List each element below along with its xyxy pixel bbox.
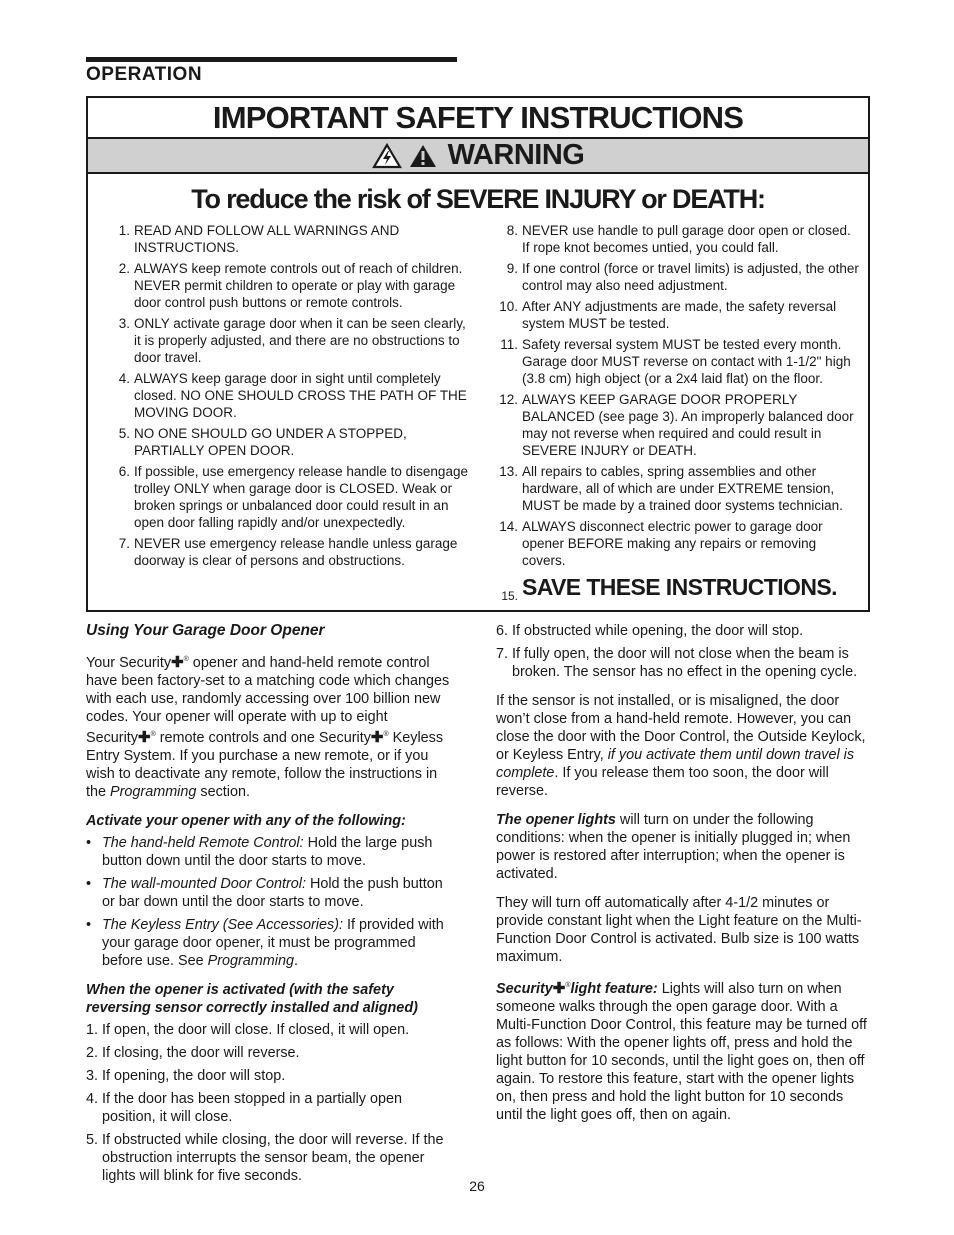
- step-item: 4. If the door has been stopped in a partially open position, it will close.: [86, 1090, 403, 1125]
- usage-heading: Using Your Garage Door Opener: [86, 622, 325, 639]
- warning-word: WARNING: [447, 139, 585, 171]
- warning-item: 4. ALWAYS keep garage door in sight until completely closed. NO ONE SHOULD CROSS THE PATH OF THE MOVING DOOR.: [118, 371, 467, 420]
- warning-item: 10. After ANY adjustments are made, the safety reversal system MUST be tested.: [499, 299, 837, 331]
- step-item: 3. If opening, the door will stop.: [86, 1067, 286, 1084]
- turn-off-paragraph: They will turn off automatically after 4-1/2 minutes or provide constant light when the Light feature on the Multi-Function Door Control is activated. Bulb size is 100 watts maximum.: [496, 895, 862, 965]
- bullet-item: • The wall-mounted Door Control: Hold the push button or bar down until the door starts to move.: [86, 875, 443, 910]
- warning-band: [88, 139, 868, 174]
- page-number: 26: [469, 1178, 485, 1194]
- warning-item: 6. If possible, use emergency release handle to disengage trolley ONLY when garage door is CLOSED. Weak or broken springs or unbalanced door could result in an open door falling rapidly and/or unexpectedly.: [118, 464, 468, 530]
- step-item: 7. If fully open, the door will not close when the beam is broken. The sensor has no effect in the opening cycle.: [496, 646, 858, 680]
- right-text-column: [496, 622, 868, 1135]
- warning-item: 14. ALWAYS disconnect electric power to garage door opener BEFORE making any repairs or removing covers.: [499, 519, 823, 568]
- warning-item: 13. All repairs to cables, spring assemblies and other hardware, all of which are under EXTREME tension, MUST be made by a trained door systems technician.: [499, 464, 843, 513]
- section-title: OPERATION: [86, 64, 203, 85]
- left-text-column: [86, 622, 458, 1190]
- step-item: 6. If obstructed while opening, the door will stop.: [496, 623, 804, 639]
- sensor-paragraph: If the sensor is not installed, or is misaligned, the door won’t close from a hand-held remote. However, you can close the door with the Door Control, the Outside Keylock, or Keyless Entry, if you activate them until down travel is complete. If you release them too soon, the door will reverse.: [496, 693, 866, 799]
- warning-item: 2. ALWAYS keep remote controls out of reach of children. NEVER permit children to operate or play with garage door control push buttons or remote controls.: [118, 261, 463, 310]
- warning-item: 11. Safety reversal system MUST be tested every month. Garage door MUST reverse on contact with 1-1/2" high (3.8 cm) high object (or a 2x4 laid flat) on the floor.: [500, 337, 851, 386]
- intro-paragraph: Your Security✚® opener and hand-held remote control have been factory-set to a matching code which changes with each use, randomly accessing over 100 billion new codes. Your opener will operate with up to eight Security✚® remote controls and one Security✚® Keyless Entry System. If you purchase a new remote, or if you wish to deactivate any remote, follow the instructions in the Programming section.: [86, 653, 450, 800]
- lights-paragraph: The opener lights will turn on under the following conditions: when the opener is initially plugged in; when power is restored after interruption; when the opener is activated.: [496, 812, 851, 882]
- step-item: 1. If open, the door will close. If closed, it will open.: [86, 1021, 410, 1038]
- save-instructions: 15. SAVE THESE INSTRUCTIONS.: [501, 574, 837, 603]
- risk-heading: To reduce the risk of SEVERE INJURY or DEATH:: [191, 184, 765, 214]
- top-rule: [86, 57, 457, 62]
- warning-item: 8. NEVER use handle to pull garage door open or closed. If rope knot becomes untied, you could fall.: [506, 223, 851, 255]
- security-plus-icon: ✚: [171, 653, 184, 671]
- warning-list-left: [102, 222, 474, 573]
- warning-item: 3. ONLY activate garage door when it can be seen clearly, it is properly adjusted, and there are no obstructions to door travel.: [118, 316, 466, 365]
- activated-heading: When the opener is activated (with the safety reversing sensor correctly installed and aligned): [86, 981, 418, 1016]
- safety-warning-box: [86, 96, 870, 612]
- bullet-item: • The hand-held Remote Control: Hold the large push button down until the door starts to move.: [86, 834, 433, 869]
- step-item: 5. If obstructed while closing, the door will reverse. If the obstruction interrupts the sensor beam, the opener lights will blink for five seconds.: [86, 1131, 444, 1184]
- warning-item: 12. ALWAYS KEEP GARAGE DOOR PROPERLY BALANCED (see page 3). An improperly balanced door may not reverse when required and could result in SEVERE INJURY or DEATH.: [499, 392, 854, 458]
- warning-item: 1. READ AND FOLLOW ALL WARNINGS AND INSTRUCTIONS.: [118, 223, 400, 255]
- electric-hazard-icon: [372, 143, 402, 169]
- warning-item: 9. If one control (force or travel limits) is adjusted, the other control may also need adjustment.: [506, 261, 859, 293]
- box-title: IMPORTANT SAFETY INSTRUCTIONS: [88, 98, 868, 139]
- warning-item: 7. NEVER use emergency release handle unless garage doorway is clear of persons and obstructions.: [118, 536, 458, 568]
- security-plus-icon: ✚: [552, 979, 566, 997]
- activate-heading: Activate your opener with any of the following:: [86, 812, 406, 829]
- step-item: 2. If closing, the door will reverse.: [86, 1044, 300, 1061]
- bullet-item: • The Keyless Entry (See Accessories): If provided with your garage door opener, it must be programmed before use. See Programming.: [86, 916, 444, 969]
- warning-triangle-icon: [408, 143, 438, 169]
- security-plus-icon: ✚: [370, 728, 384, 746]
- warning-item: 5. NO ONE SHOULD GO UNDER A STOPPED, PARTIALLY OPEN DOOR.: [118, 426, 407, 458]
- light-feature-paragraph: Security✚®light feature: Lights will also turn on when someone walks through the open garage door. With a Multi-Function Door Control, this feature may be turned off as follows: With the opener lights off, press and hold the light button for 10 seconds, until the light goes on, then off again. To restore this feature, start with the opener lights on, then press and hold the light button for 10 seconds until the light goes off, then on again.: [496, 979, 867, 1123]
- security-plus-icon: ✚: [137, 728, 151, 746]
- warning-list-right: [490, 222, 860, 603]
